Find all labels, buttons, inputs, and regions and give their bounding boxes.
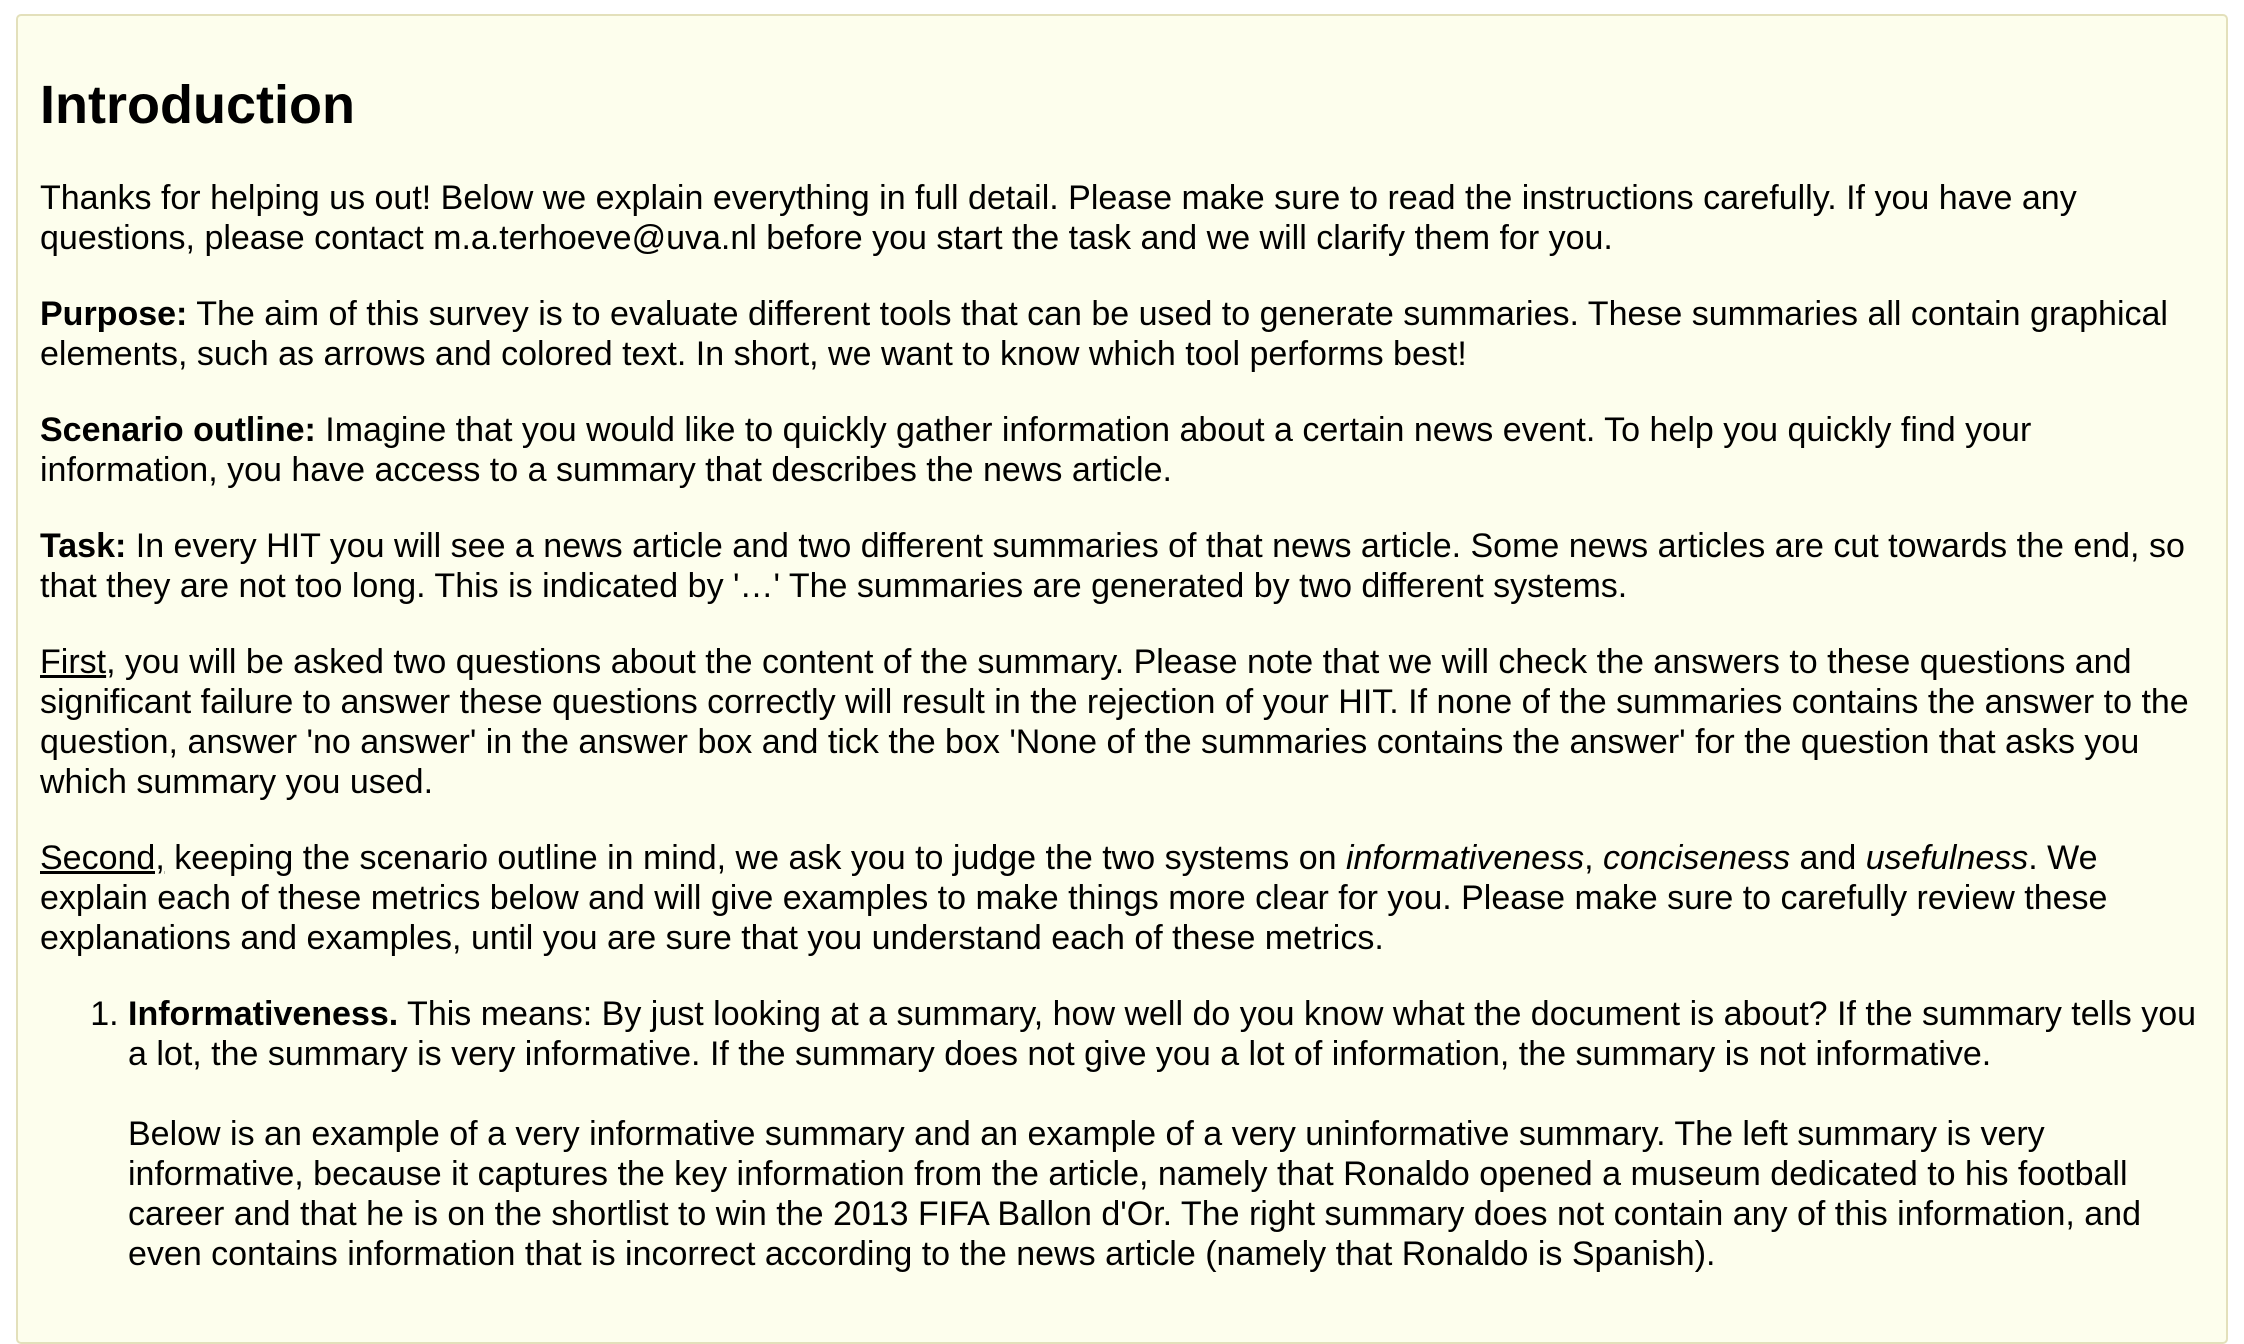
instructions-panel: [16, 14, 2228, 1344]
thanks-paragraph: Thanks for helping us out! Below we explain everything in full detail. Please make sure to read the instructions carefully. If you have any questions, please contact m.a.terhoeve@uva.nl before you start the task and we will clarify them for you.: [40, 179, 2077, 257]
purpose-label: Purpose:: [40, 295, 188, 333]
metric-conciseness: conciseness: [1603, 839, 1791, 877]
metrics-list: [40, 994, 2202, 1274]
task-text: In every HIT you will see a news article and two different summaries of that news article. Some news articles are cut towards the end, so that they are not too long. This is indicated by '…' The summaries are generated by two different systems.: [40, 527, 2185, 605]
metric-text: This means: By just looking at a summary, how well do you know what the document is about? If the summary tells you a lot, the summary is very informative. If the summary does not give you a lot of information, the summary is not informative.: [128, 995, 2197, 1073]
second-sep-1: ,: [1584, 839, 1603, 877]
scenario-paragraph: [40, 410, 2202, 490]
scenario-label: Scenario outline:: [40, 411, 316, 449]
page-title: Introduction: [40, 75, 355, 135]
second-text-1: keeping the scenario outline in mind, we ask you to judge the two systems on: [164, 839, 1346, 877]
first-paragraph: [40, 642, 2202, 802]
metric-usefulness: usefulness: [1865, 839, 2029, 877]
metric-item-informativeness: [128, 994, 2202, 1274]
second-paragraph: [40, 838, 2202, 958]
second-label: Second,: [40, 839, 165, 877]
scenario-text: Imagine that you would like to quickly gather information about a certain news event. To help you quickly find your information, you have access to a summary that describes the news article.: [40, 411, 2032, 489]
metric-informativeness: informativeness: [1345, 839, 1585, 877]
metric-label: Informativeness.: [128, 995, 399, 1033]
metric-definition: [128, 994, 2202, 1074]
second-text-2: . We explain each of these metrics below and will give examples to make things more clear for you. Please make sure to carefully review these explanations and examples, until you are sure that you understand each of these metrics.: [40, 839, 2108, 957]
second-sep-2: and: [1790, 839, 1866, 877]
first-text: , you will be asked two questions about the content of the summary. Please note that we will check the answers to these questions and significant failure to answer these questions correctly will result in the rejection of your HIT. If none of the summaries contains the answer to the question, answer 'no answer' in the answer box and tick the box 'None of the summaries contains the answer' for the question that asks you which summary you used.: [40, 643, 2189, 801]
task-paragraph: [40, 526, 2202, 606]
first-label: First: [40, 643, 107, 681]
purpose-text: The aim of this survey is to evaluate different tools that can be used to generate summaries. These summaries all contain graphical elements, such as arrows and colored text. In short, we want to know which tool performs best!: [40, 295, 2168, 373]
task-label: Task:: [40, 527, 127, 565]
purpose-paragraph: [40, 294, 2202, 374]
metric-example: Below is an example of a very informative summary and an example of a very uninformative summary. The left summary is very informative, because it captures the key information from the article, namely that Ronaldo opened a museum dedicated to his football career and that he is on the shortlist to win the 2013 FIFA Ballon d'Or. The right summary does not contain any of this information, and even contains information that is incorrect according to the news article (namely that Ronaldo is Spanish).: [128, 1115, 2141, 1273]
